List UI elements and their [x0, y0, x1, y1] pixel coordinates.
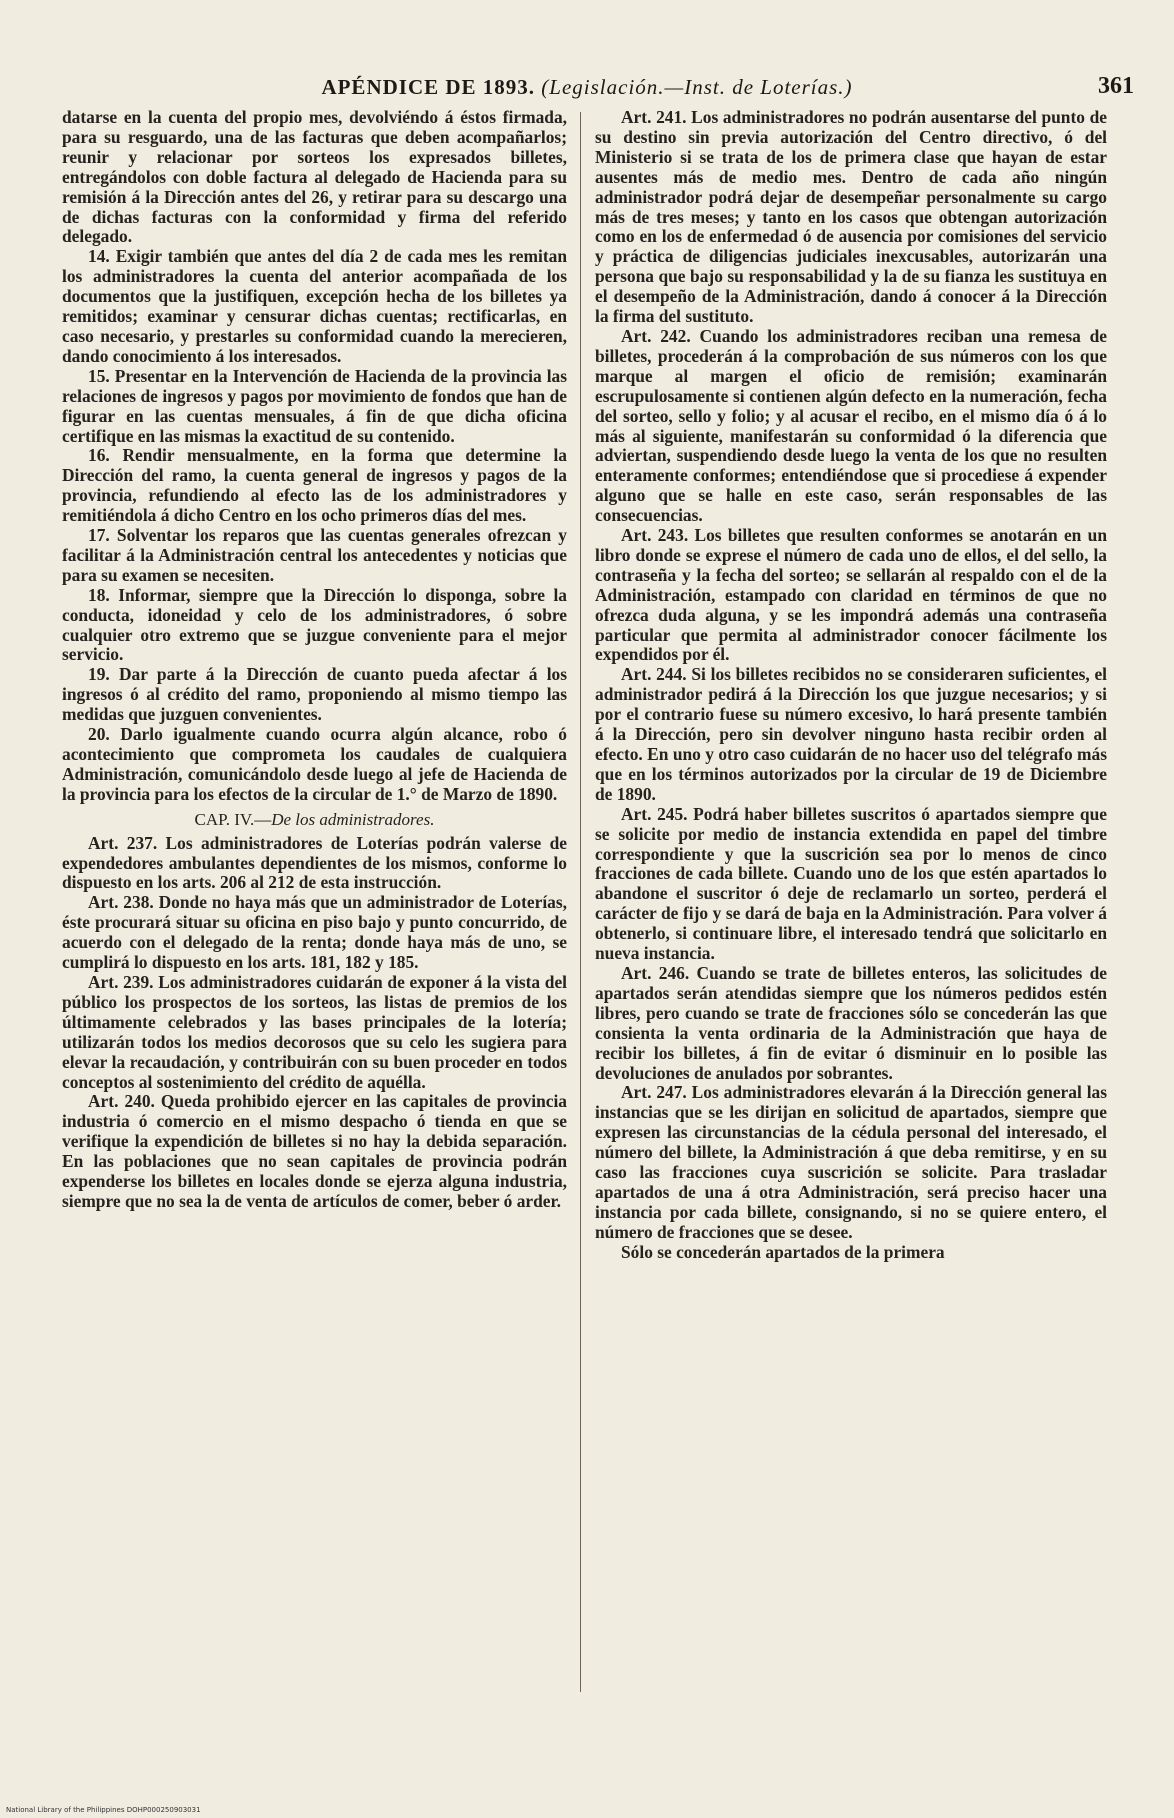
page-number: 361 [1098, 73, 1134, 99]
article: Art. 237. Los administradores de Loterías podrán valerse de expendedores ambulantes dependientes de los mismos, conforme lo dispuesto en los arts. 206 al 212 de esta instrucción. [62, 832, 567, 893]
article: Art. 244. Si los billetes recibidos no se consideraren suficientes, el administrador pedirá á la Dirección los que juzgue necesarios; y si por el contrario fuese su número excesivo, lo hará presente también á la Dirección, pero sin devolver ninguno hasta recibir orden al efecto. En uno y otro caso cuidarán de no hacer uso del telégrafo más que en los términos autorizados por la circular de 19 de Diciembre de 1890. [595, 664, 1107, 804]
article: Art. 240. Queda prohibido ejercer en las capitales de provincia industria ó comercio en el mismo despacho ó tienda en que se verifique la expendición de billetes si no hay la debida separación. En las poblaciones que no sean capitales de provincia podrán expenderse los billetes en locales donde se ejerza alguna industria, siempre que no sea la de venta de artículos de comer, beber ó arder. [62, 1091, 567, 1211]
chapter-number: CAP. IV.— [194, 809, 272, 829]
paragraph: 17. Solventar los reparos que las cuentas generales ofrezcan y facilitar á la Administración central los antecedentes y noticias que para su examen se necesiten. [62, 525, 567, 585]
chapter-heading [62, 810, 567, 830]
paragraph: 20. Darlo igualmente cuando ocurra algún alcance, robo ó acontecimiento que comprometa los caudales de cualquiera Administración, comunicándolo desde luego al jefe de Hacienda de la provincia para los efectos de la circular de 1.° de Marzo de 1890. [62, 724, 567, 804]
article: Art. 243. Los billetes que resulten conformes se anotarán en un libro donde se exprese el número de cada uno de ellos, el del sello, la contraseña y la fecha del sorteo; se sellarán al respaldo con el de la Administración, estampado con claridad en términos de que no ofrezca duda alguna, y se les impondrá además una contraseña particular que permita al administrador conocer fácilmente los expendidos por él. [595, 525, 1107, 665]
running-title-left: APÉNDICE DE 1893. [321, 75, 536, 99]
paragraph: 18. Informar, siempre que la Dirección lo disponga, sobre la conducta, idoneidad y celo de los administradores, ó sobre cualquier otro extremo que se juzgue conveniente para el mejor servicio. [62, 584, 567, 665]
article: Art. 247. Los administradores elevarán á la Dirección general las instancias que se les dirijan en solicitud de apartados, siempre que expresen las circunstancias de la cédula personal del interesado, el número del billete, la Administración á que deba remitirse, y en su caso las fracciones cuya suscrición se solicite. Para trasladar apartados de una á otra Administración, será preciso hacer una instancia por cada billete, consignando, si no se quiere entero, el número de fracciones que se desee. [595, 1082, 1107, 1242]
article: Art. 242. Cuando los administradores reciban una remesa de billetes, procederán á la comprobación de sus números con los que marque al margen el oficio de remisión; examinarán escrupulosamente si contienen algún defecto en la numeración, fecha del sorteo, sello y folio; y al acusar el recibo, en el mismo día ó á lo más al siguiente, manifestarán su conformidad ó la diferencia que adviertan, suspendiendo desde luego la venta de los que no resulten enteramente conformes; entendiéndose que si procediese á expender alguno que se halle en este caso, serán responsables de las consecuencias. [595, 325, 1107, 526]
left-column [62, 108, 567, 1212]
paragraph: 19. Dar parte á la Dirección de cuanto pueda afectar á los ingresos ó al crédito del ramo, proponiendo al mismo tiempo las medidas que juzguen convenientes. [62, 664, 567, 725]
article: Art. 241. Los administradores no podrán ausentarse del punto de su destino sin previa autorización del Centro directivo, ó del Ministerio si se trata de los de primera clase que hayan de estar ausentes más de medio mes. Dentro de cada año ningún administrador podrá dejar de desempeñar personalmente su cargo más de tres meses; y tanto en los casos que obtengan autorización como en los de enfermedad ó de ausencia por comisiones del servicio y práctica de diligencias judiciales inexcusables, autorizarán una persona que bajo su responsabilidad y la de su fianza les sustituya en el desempeño de la Administración, dando á conocer á la Dirección la firma del sustituto. [595, 107, 1107, 327]
article: Sólo se concederán apartados de la primera [621, 1241, 945, 1262]
paragraph: datarse en la cuenta del propio mes, devolviéndo á éstos firmada, para su resguardo, una de las facturas que deben acompañarlos; reunir y relacionar por sorteos los expresados billetes, entregándolos con doble factura al delegado de Hacienda para su remisión á la Dirección antes del 26, y retirar para su descargo una de dichas facturas con la conformidad y firma del referido delegado. [62, 107, 567, 247]
chapter-title: De los administradores. [271, 809, 435, 829]
paragraph: 16. Rendir mensualmente, en la forma que determine la Dirección del ramo, la cuenta general de ingresos y pagos de la provincia, refundiendo al efecto las de los administradores y remitiéndola á dicho Centro en los ocho primeros días del mes. [62, 445, 567, 526]
article: Art. 238. Donde no haya más que un administrador de Loterías, éste procurará situar su oficina en piso bajo y punto concurrido, de acuerdo con el delegado de la renta; donde haya más de uno, se cumplirá lo dispuesto en los arts. 181, 182 y 185. [62, 892, 567, 973]
article: Art. 246. Cuando se trate de billetes enteros, las solicitudes de apartados serán atendidas siempre que los números pedidos estén libres, pero cuando se trate de fracciones sólo se concederán las que consienta la venta ordinaria de la Administración que haya de recibir los billetes, á fin de evitar ó disminuir en lo posible las devoluciones de anulados por sobrantes. [595, 962, 1107, 1083]
running-title-italic: (Legislación.—Inst. de Loterías.) [541, 75, 853, 99]
paragraph: 14. Exigir también que antes del día 2 de cada mes les remitan los administradores la cuenta del anterior acompañada de los documentos que la justifiquen, excepción hecha de los billetes ya remitidos; examinar y censurar dichas cuentas; rectificarlas, en caso necesario, y prestarles su conformidad cuando la merecieren, dando conocimiento á los interesados. [62, 246, 567, 366]
article: Art. 245. Podrá haber billetes suscritos ó apartados siempre que se solicite por medio de instancia extendida en papel del timbre correspondiente y que la suscrición sea por lo menos de cinco fracciones de cada billete. Cuando uno de los que estén apartados lo abandone el suscritor ó deje de reclamarlo un sorteo, perderá el carácter de fijo y se dará de baja en la Administración. Para volver á obtenerlo, si continuare libre, el interesado tendrá que solicitarlo en nueva instancia. [595, 803, 1107, 964]
scan-credit: National Library of the Philippines DOHP000250903031 [6, 1806, 201, 1814]
paragraph: 15. Presentar en la Intervención de Hacienda de la provincia las relaciones de ingresos y pagos por movimiento de fondos que han de figurar en las cuentas mensuales, á fin de que dicha oficina certifique en las mismas la exactitud de su contenido. [62, 365, 567, 446]
right-column [595, 108, 1107, 1263]
column-divider [580, 112, 581, 1692]
page-header [40, 58, 1134, 100]
article: Art. 239. Los administradores cuidarán de exponer á la vista del público los prospectos de los sorteos, las listas de premios de los últimamente celebrados y las bases principales de la lotería; utilizarán todos los medios decorosos que su celo les sugiera para elevar la recaudación, y contribuirán con su buen proceder en todos conceptos al sostenimiento del crédito de aquélla. [62, 971, 567, 1092]
running-title [110, 75, 1064, 100]
